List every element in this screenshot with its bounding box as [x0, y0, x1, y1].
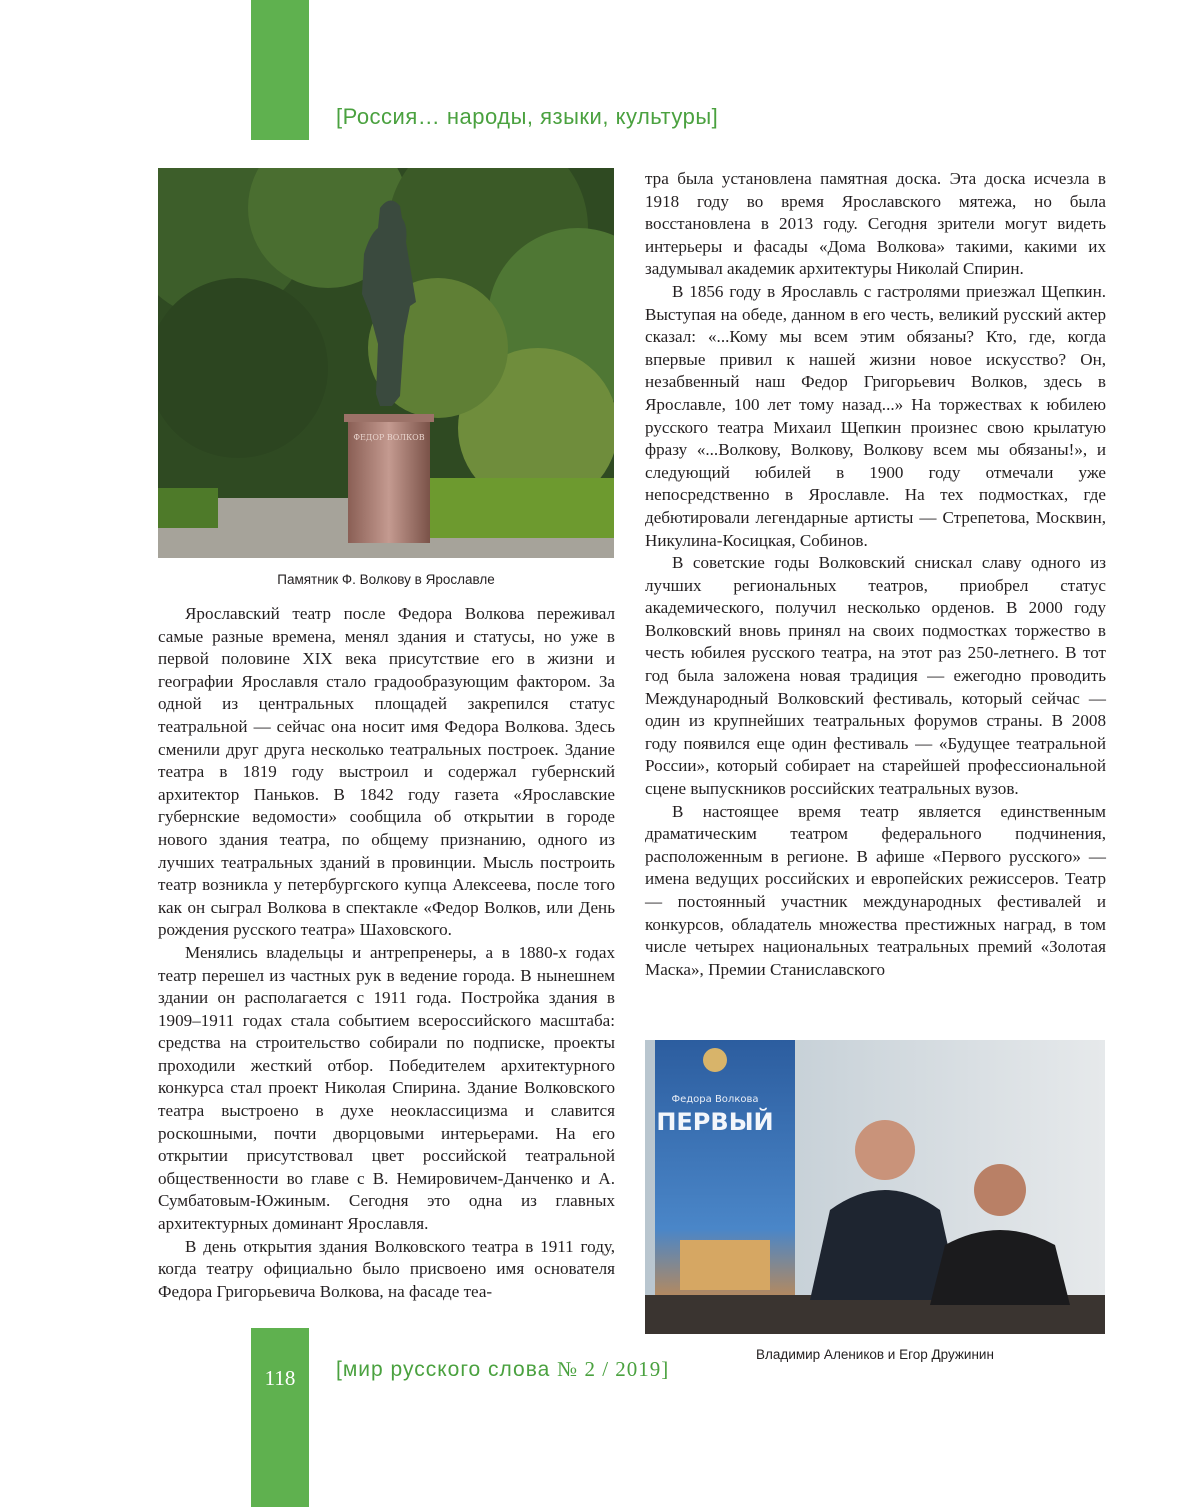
journal-footer [336, 1357, 669, 1382]
right-paragraph: В 1856 году в Ярославль с гастролями приезжал Щепкин. Выступая на обеде, данном в его честь, великий русский актер сказал: «...Кому мы всем этим обязаны? Кто, где, когда впервые привил к нашей жизни новое искусство? Он, незабвенный наш Федор Григорьевич Волков, здесь в Ярославле, 100 лет тому назад...» На торжествах к юбилею русского театра Михаил Щепкин произнес свою крылатую фразу «...Волкову, Волкову, Волкову всем мы обязаны!», и следующий юбилей в 1900 году отмечали уже непосредственно в Ярославле. На тех подмостках, где дебютировали легендарные артисты — Стрепетова, Москвин, Никулина-Косицкая, Собинов. [645, 281, 1106, 550]
rehearsal-photo [645, 1040, 1105, 1334]
pedestal-inscription: ФЕДОР ВОЛКОВ [353, 433, 425, 442]
left-paragraph: Ярославский театр после Федора Волкова переживал самые разные времена, менял здания и статусы, но уже в первой половине XIX века присутствие его в жизни и географии Ярославля стало градообразующим фактором. За одной из центральных площадей закрепился статус театральной — сейчас она носит имя Федора Волкова. Здесь сменили друг друга несколько театральных построек. Здание театра в 1819 году выстроил и содержал губернский архитектор Паньков. В 1842 году газета «Ярославские губернские ведомости» сообщила об открытии в городе нового здания театра, по общему признанию, одного из лучших театральных зданий в провинции. Мысль построить театр возникла у петербургского купца Алексеева, после того как он сыграл Волкова в спектакле «Федор Волков, или День рождения русского театра» Шаховского. [158, 604, 615, 940]
right-paragraph: В советские годы Волковский снискал славу одного из лучших региональных театров, приобрел статус академического, получил несколько орденов. В 2000 году Волковский вновь принял на своих подмостках торжество в честь юбилея русского театра, на этот раз 250-летнего. В тот год была заложена новая традиция — ежегодно проводить Международный Волковский фестиваль, который сейчас — один из крупнейших театральных форумов страны. В 2008 году появился еще один фестиваль — «Будущее театральной России», который собирает на старейшей профессиональной сцене выпускников российских театральных вузов. [645, 553, 1106, 799]
left-text-column [158, 603, 615, 1303]
right-paragraph: В настоящее время театр является единственным драматическим театром федерального подчинения, расположенным в регионе. В афише «Первого русского» — имена ведущих российских и европейских режиссеров. Театр — постоянный участник международных фестивалей и конкурсов, обладатель множества престижных наград, в том числе четырех национальных театральных премий «Золотая Маска», Премии Станиславского [645, 801, 1106, 979]
section-header: [Россия… народы, языки, культуры] [336, 104, 719, 129]
right-continuation: тра была установлена памятная доска. Эта доска исчезла в 1918 году во время Ярославского мятежа, но была восстановлена в 2013 году. Сегодня зрители могут видеть интерьеры и фасады «Дома Волкова» такими, какими их задумывал академик архитектуры Николай Спирин. [645, 169, 1106, 279]
bottom-green-bar [251, 1328, 309, 1507]
rehearsal-photo-caption: Владимир Алеников и Егор Дружинин [756, 1347, 994, 1362]
poster-subtitle: Федора Волкова [671, 1094, 759, 1105]
left-paragraph: Менялись владельцы и антрепренеры, а в 1880-х годах театр перешел из частных рук в ведение города. В нынешнем здании он располагается с 1911 года. Постройка здания в 1909–1911 годах стала событием всероссийского масштаба: средства на строительство собирали по подписке, проекты проходили жесткий отбор. Победителем архитектурного конкурса стал проект Николая Спирина. Здание Волковского театра выстроено в духе неоклассицизма и славится роскошными, почти дворцовыми интерьерами. На его открытии присутствовал цвет российской театральной общественности во главе с В. Немировичем-Данченко и А. Сумбатовым-Южиным. Сегодня это одна из главных архитектурных доминант Ярославля. [158, 942, 615, 1234]
left-paragraph: В день открытия здания Волковского театра в 1911 году, когда театру официально было присвоено имя основателя Федора Григорьевича Волкова, на фасаде теа- [158, 1236, 615, 1301]
page-number: 118 [264, 1366, 296, 1390]
issue-number: № 2 / 2019] [557, 1357, 670, 1381]
top-green-bar [251, 0, 309, 140]
monument-photo [158, 168, 614, 558]
monument-photo-caption: Памятник Ф. Волкову в Ярославле [277, 572, 495, 587]
right-text-column [645, 168, 1106, 981]
journal-name: [мир русского слова [336, 1358, 551, 1381]
poster-title: ПЕРВЫЙ [656, 1108, 774, 1136]
